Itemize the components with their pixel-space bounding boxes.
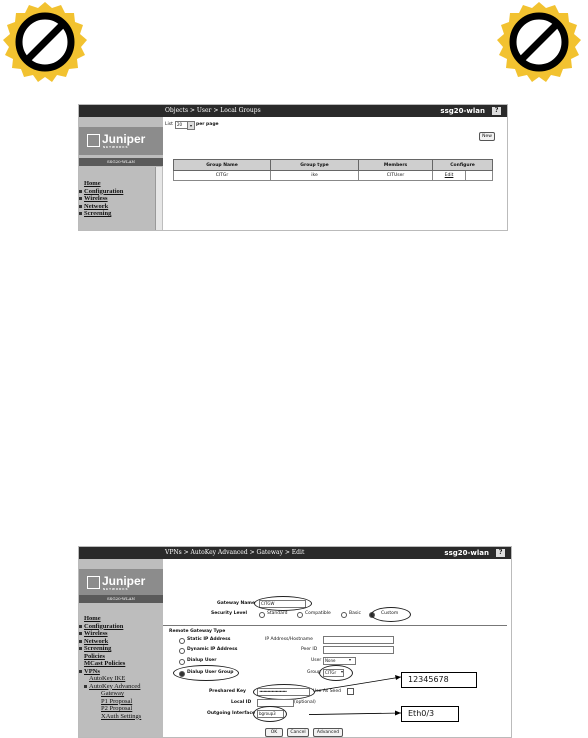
preshared-key-callout: 12345678	[401, 672, 477, 688]
menu-network[interactable]: Network	[79, 638, 141, 646]
help-icon[interactable]: ?	[496, 549, 505, 557]
menu-home[interactable]: Home	[84, 180, 101, 187]
arrow-line	[309, 713, 401, 715]
outgoing-interface-label: Outgoing Interface	[207, 711, 256, 716]
juniper-logo: Juniper NETWORKS	[87, 131, 157, 151]
menu-p2-proposal[interactable]: P2 Proposal	[101, 705, 133, 712]
use-as-seed-label: Use As Seed	[313, 689, 341, 694]
ip-hostname-input[interactable]	[323, 636, 394, 644]
local-id-label: Local ID	[231, 700, 252, 705]
help-icon[interactable]: ?	[492, 107, 501, 115]
chevron-down-icon[interactable]: ▾	[341, 669, 344, 674]
arrow-line	[315, 677, 401, 691]
column-header: Members	[359, 160, 433, 171]
logo-square-icon	[87, 576, 100, 589]
device-model: SSG20-WLAN	[79, 158, 163, 166]
members-cell: CITUser	[359, 171, 433, 181]
group-label: Group	[307, 670, 321, 675]
menu-home[interactable]: Home	[84, 615, 101, 622]
preshared-key-input[interactable]: ••••••••••••••••••••	[257, 688, 310, 696]
column-header: Group Name	[174, 160, 271, 171]
advanced-button[interactable]: Advanced	[313, 728, 343, 737]
menu-vpns[interactable]: VPNs	[79, 668, 141, 676]
menu-autokey-advanced[interactable]: AutoKey Advanced	[79, 683, 141, 691]
per-page-label: per page	[196, 122, 219, 127]
static-ip-label: Static IP Address	[187, 637, 231, 642]
menu-p1-proposal[interactable]: P1 Proposal	[101, 697, 133, 705]
sidebar-menu	[79, 180, 123, 218]
new-button[interactable]: New	[479, 132, 495, 141]
highlight-ellipse	[254, 596, 312, 611]
outgoing-interface-select[interactable]: bgroup3	[257, 710, 284, 718]
menu-screening[interactable]: Screening	[79, 210, 123, 218]
top-bar	[79, 547, 511, 559]
menu-configuration[interactable]: Configuration	[79, 188, 123, 196]
host-name: ssg20-wlan	[440, 107, 485, 115]
radio-dynamic-ip[interactable]	[179, 648, 185, 654]
breadcrumb: Objects > User > Local Groups	[165, 107, 261, 114]
column-header: Group type	[270, 160, 358, 171]
logo-square-icon	[87, 134, 100, 147]
radio-basic[interactable]	[341, 612, 347, 618]
list-count-select[interactable]: 20	[175, 121, 190, 129]
gateway-name-label: Gateway Name	[217, 601, 256, 606]
menu-gateway[interactable]: Gateway	[101, 690, 125, 697]
security-level-label: Security Level	[211, 611, 248, 616]
menu-configuration[interactable]: Configuration	[79, 623, 141, 631]
outgoing-interface-callout: Eth0/3	[401, 706, 459, 722]
user-select[interactable]: None	[323, 657, 356, 665]
cancel-button[interactable]: Cancel	[287, 728, 309, 737]
breadcrumb: VPNs > AutoKey Advanced > Gateway > Edit	[165, 549, 305, 556]
column-header: Configure	[433, 160, 493, 171]
preshared-key-label: Preshared Key	[209, 689, 246, 694]
remote-gateway-type-label: Remote Gateway Type	[169, 629, 226, 634]
gateway-name-input[interactable]: CITGW	[259, 600, 306, 608]
ip-hostname-label: IP Address/Hostname	[265, 637, 313, 642]
sidebar-scrollbar[interactable]	[155, 167, 162, 230]
compatible-label: Compatible	[305, 611, 331, 616]
menu-network[interactable]: Network	[79, 203, 123, 211]
radio-static-ip[interactable]	[179, 638, 185, 644]
divider	[163, 625, 507, 626]
menu-wireless[interactable]: Wireless	[79, 195, 123, 203]
standard-label: Standard	[267, 611, 288, 616]
group-type-cell: ike	[270, 171, 358, 181]
radio-compatible[interactable]	[297, 612, 303, 618]
gateway-edit-screenshot	[78, 546, 512, 738]
highlight-ellipse	[371, 607, 411, 622]
local-groups-screenshot	[78, 104, 508, 231]
groups-table	[173, 159, 493, 181]
peer-id-input[interactable]	[323, 646, 394, 654]
menu-wireless[interactable]: Wireless	[79, 630, 141, 638]
table-row	[174, 171, 493, 181]
host-name: ssg20-wlan	[444, 549, 489, 557]
dynamic-ip-label: Dynamic IP Address	[187, 647, 238, 652]
chevron-down-icon[interactable]: ▾	[187, 121, 195, 130]
peer-id-label: Peer ID	[301, 647, 318, 652]
dialup-user-label: Dialup User	[187, 658, 217, 663]
no-sign-icon	[0, 0, 90, 90]
group-select[interactable]: CITGr	[323, 669, 344, 677]
highlight-ellipse	[253, 684, 315, 700]
ok-button[interactable]: OK	[265, 728, 283, 737]
optional-label: (optional)	[294, 700, 316, 705]
menu-xauth-settings[interactable]: XAuth Settings	[101, 712, 142, 720]
highlight-ellipse	[173, 665, 239, 681]
menu-screening[interactable]: Screening	[79, 645, 141, 653]
logo-area	[79, 569, 163, 597]
edit-link[interactable]: Edit	[433, 171, 466, 181]
user-label: User	[311, 658, 322, 663]
menu-policies[interactable]: Policies	[84, 652, 105, 660]
basic-label: Basic	[349, 611, 361, 616]
radio-dialup-user[interactable]	[179, 659, 185, 665]
empty-cell	[466, 171, 493, 181]
group-name-cell: CITGr	[174, 171, 271, 181]
chevron-down-icon[interactable]: ▾	[349, 657, 352, 662]
menu-autokey-ike[interactable]: AutoKey IKE	[89, 675, 126, 682]
radio-standard[interactable]	[259, 612, 265, 618]
juniper-logo: Juniper NETWORKS	[87, 573, 157, 593]
custom-label: Custom	[381, 611, 399, 616]
no-sign-icon	[494, 0, 584, 90]
top-bar	[79, 105, 507, 117]
menu-mcast-policies[interactable]: MCast Policies	[84, 660, 126, 667]
list-label: List	[165, 122, 173, 127]
device-model: SSG20-WLAN	[79, 595, 163, 603]
sidebar-menu	[79, 615, 141, 720]
highlight-ellipse	[253, 706, 287, 722]
logo-area	[79, 127, 163, 155]
dialup-user-group-label: Dialup User Group	[187, 670, 234, 675]
